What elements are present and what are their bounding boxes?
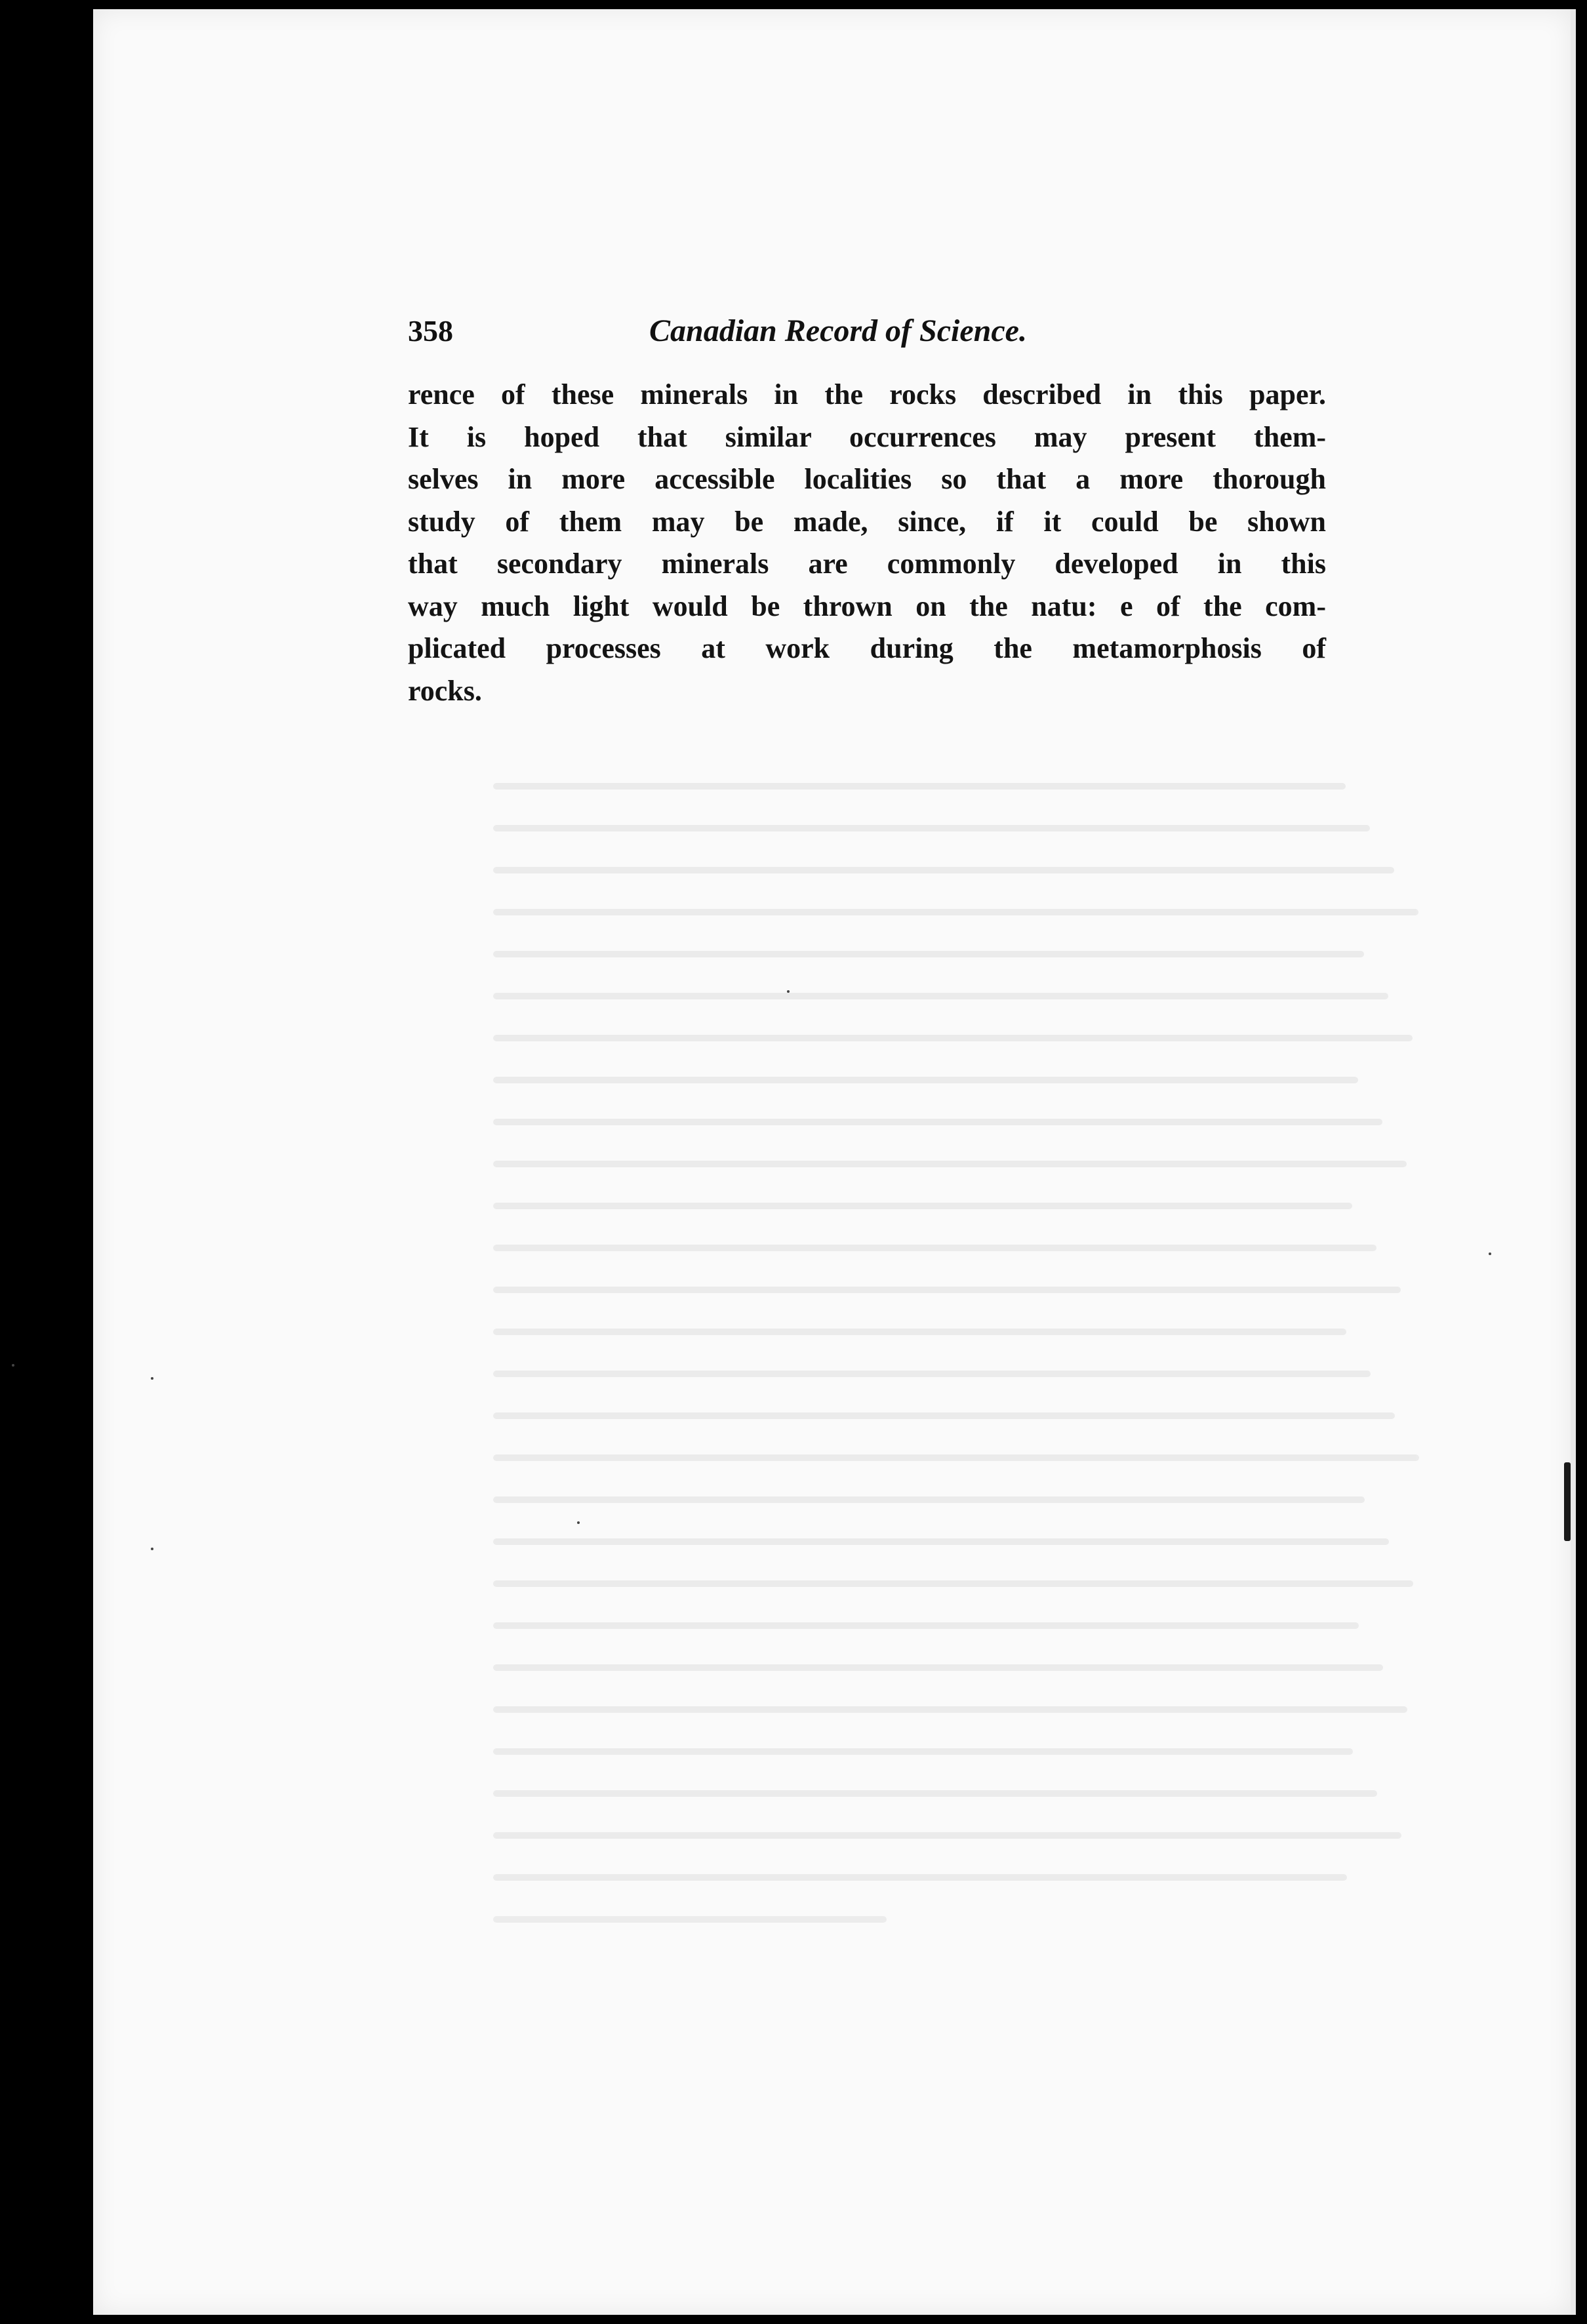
bleed-through-line <box>493 1245 1376 1251</box>
paper-page <box>93 9 1572 2315</box>
reverse-side-bleed-through <box>493 770 1424 2016</box>
body-paragraph <box>408 374 1326 712</box>
page-edge <box>1571 9 1576 2315</box>
bleed-through-line <box>493 867 1394 873</box>
bleed-through-line <box>493 993 1388 999</box>
journal-title: Canadian Record of Science. <box>649 313 1027 348</box>
text-line: selves in more accessible localities so that a more thorough <box>408 463 1326 495</box>
bleed-through-line <box>493 1203 1352 1209</box>
bleed-through-line <box>493 1874 1347 1881</box>
bleed-through-line <box>493 1832 1401 1839</box>
dust-speck <box>787 990 790 993</box>
text-line: rocks. <box>408 674 482 707</box>
bleed-through-line <box>493 825 1370 831</box>
text-line: rence of these minerals in the rocks described in this paper. <box>408 378 1326 411</box>
bleed-through-line <box>493 1412 1395 1419</box>
bleed-through-line <box>493 1790 1377 1797</box>
text-line: study of them may be made, since, if it could be shown <box>408 505 1326 538</box>
bleed-through-line <box>493 1035 1413 1041</box>
text-line: that secondary minerals are commonly developed in this <box>408 548 1326 580</box>
bleed-through-line <box>493 1371 1371 1377</box>
binding-shadow <box>1564 1462 1571 1541</box>
bleed-through-line <box>493 1161 1407 1167</box>
bleed-through-line <box>493 1287 1401 1293</box>
bleed-through-line <box>493 783 1346 790</box>
bleed-through-line <box>493 1496 1365 1503</box>
dust-speck <box>12 1364 14 1367</box>
text-line: way much light would be thrown on the natu: e of the com- <box>408 590 1326 622</box>
bleed-through-line <box>493 951 1364 957</box>
bleed-through-line <box>493 909 1418 915</box>
bleed-through-line <box>493 1077 1358 1083</box>
dust-speck <box>577 1521 580 1524</box>
dust-speck <box>1489 1252 1491 1255</box>
bleed-through-line <box>493 1748 1353 1755</box>
page-number: 358 <box>408 314 453 348</box>
bleed-through-line <box>493 1119 1382 1125</box>
bleed-through-line <box>493 1706 1407 1713</box>
text-line: It is hoped that similar occurrences may present them- <box>408 420 1326 453</box>
text-line: plicated processes at work during the metamorphosis of <box>408 632 1326 664</box>
running-head <box>408 308 1103 354</box>
bleed-through-line <box>493 1580 1413 1587</box>
dust-speck <box>151 1377 153 1380</box>
bleed-through-line <box>493 1538 1389 1545</box>
bleed-through-line <box>493 1454 1419 1461</box>
bleed-through-line <box>493 1329 1346 1335</box>
bleed-through-line <box>493 1916 887 1923</box>
dust-speck <box>151 1548 153 1550</box>
bleed-through-line <box>493 1622 1359 1629</box>
bleed-through-line <box>493 1664 1383 1671</box>
